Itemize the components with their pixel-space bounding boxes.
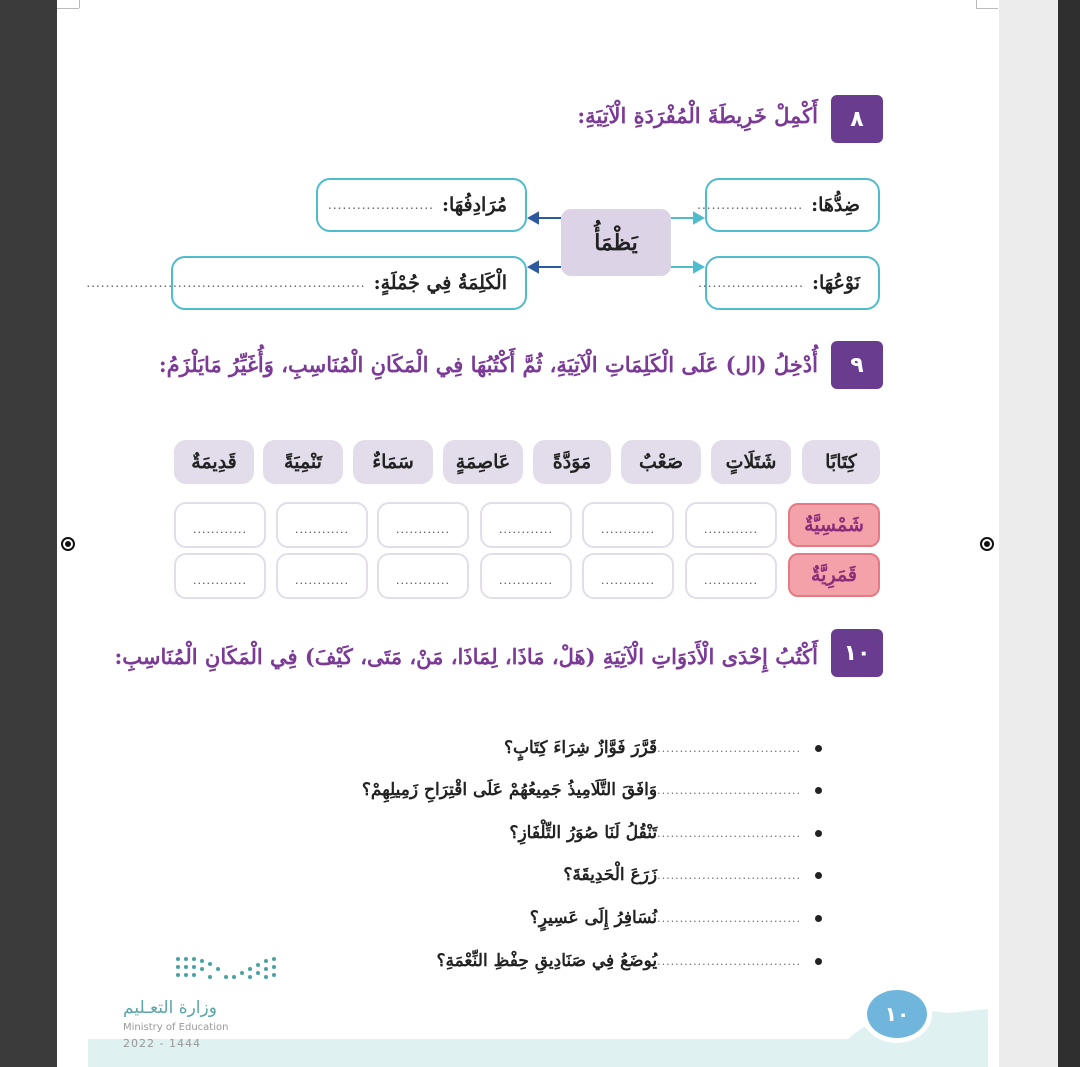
shamsiyya-cell[interactable]: ............: [685, 502, 777, 548]
synonym-label: مُرَادِفُهَا:: [441, 194, 507, 216]
type-label: نَوْعُهَا:: [811, 272, 860, 294]
arrow-head-icon: [529, 262, 538, 272]
shamsiyya-cell[interactable]: ............: [480, 502, 572, 548]
question-9-number: ٩: [831, 341, 883, 389]
question-10-number: ١٠: [831, 629, 883, 677]
answer-blank[interactable]: ................................: [657, 954, 801, 968]
shamsiyya-cell[interactable]: ............: [582, 502, 674, 548]
bullet-icon: [815, 745, 822, 752]
qamariyya-cell[interactable]: ............: [377, 553, 469, 599]
qamariyya-cell[interactable]: ............: [685, 553, 777, 599]
answer-blank: ..........................................................: [86, 276, 366, 290]
arrow-head-icon: [694, 213, 703, 223]
ministry-logo-icon: [174, 955, 282, 989]
word-chip: مَوَدَّةً: [533, 440, 611, 484]
sentence-label: الْكَلِمَةُ فِي جُمْلَةٍ:: [373, 272, 507, 294]
qamariyya-cell[interactable]: ............: [174, 553, 266, 599]
answer-blank[interactable]: ................................: [657, 741, 801, 755]
sentence-item: ................................ يُوضَعُ فِي صَنَادِيقِ حِفْظِ النِّعْمَةِ؟: [436, 951, 822, 971]
qamariyya-cell[interactable]: ............: [582, 553, 674, 599]
bullet-icon: [815, 787, 822, 794]
question-10-title: أَكْتُبُ إِحْدَى الْأَدَوَاتِ الْآتِيَةِ (هَلْ، مَاذَا، لِمَاذَا، مَنْ، مَتَى، كَيْفَ) فِي الْمَكَانِ الْمُنَاسِبِ:: [114, 644, 818, 669]
answer-blank[interactable]: ................................: [657, 826, 801, 840]
page-number: ١٠: [867, 990, 927, 1038]
shamsiyya-cell[interactable]: ............: [276, 502, 368, 548]
qamariyya-cell[interactable]: ............: [480, 553, 572, 599]
sentence-item: ................................ تَنْقُلُ لَنَا صُوَرُ التِّلْفَازِ؟: [509, 823, 822, 843]
ministry-name-arabic: وزارة التعـليم: [123, 998, 217, 1018]
question-8-number: ٨: [831, 95, 883, 143]
word-chip: قَدِيمَةٌ: [174, 440, 254, 484]
shamsiyya-cell[interactable]: ............: [377, 502, 469, 548]
bullet-icon: [815, 915, 822, 922]
word-chip: كِتَابًا: [802, 440, 880, 484]
sentence-item: ................................ قَرَّرَ فَوَّازٌ شِرَاءَ كِتَابٍ؟: [504, 738, 822, 758]
answer-blank[interactable]: ................................: [657, 868, 801, 882]
answer-blank[interactable]: ................................: [657, 911, 801, 925]
ministry-name-english: Ministry of Education: [123, 1022, 229, 1033]
sentence-item: ................................ وَافَقَ التَّلَامِيذُ جَمِيعُهُمْ عَلَى اقْتِرَاحِ زَمِيلِهِمْ؟: [362, 780, 822, 800]
bullet-icon: [815, 872, 822, 879]
word-chip: شَتَلَاتٍ: [711, 440, 791, 484]
word-chip: عَاصِمَةٍ: [443, 440, 523, 484]
word-chip: سَمَاءٌ: [353, 440, 433, 484]
arrow-head-icon: [529, 213, 538, 223]
center-word: يَظْمَأُ: [561, 209, 671, 276]
arrow-head-icon: [694, 262, 703, 272]
qamariyya-label: قَمَرِيَّةٌ: [788, 553, 880, 597]
shamsiyya-cell[interactable]: ............: [174, 502, 266, 548]
bullet-icon: [815, 958, 822, 965]
edition-year: 2022 - 1444: [123, 1037, 201, 1050]
qamariyya-cell[interactable]: ............: [276, 553, 368, 599]
answer-blank: ......................: [698, 276, 804, 290]
sentence-item: ................................ زَرَعَ الْحَدِيقَةَ؟: [563, 865, 822, 885]
sentence-item: ................................ نُسَافِرُ إِلَى عَسِيرٍ؟: [530, 908, 822, 928]
page-number-badge: [862, 985, 932, 1043]
word-chip: تَنْمِيَةً: [263, 440, 343, 484]
bullet-icon: [815, 830, 822, 837]
answer-blank: ......................: [328, 198, 434, 212]
opposite-label: ضِدُّهَا:: [811, 194, 860, 216]
answer-blank: ......................: [697, 198, 804, 212]
answer-blank[interactable]: ................................: [657, 783, 801, 797]
question-9-title: أُدْخِلُ (ال) عَلَى الْكَلِمَاتِ الْآتِيَةِ، ثُمَّ أَكْتُبُهَا فِي الْمَكَانِ الْمُنَاسِبِ، وَأُغَيِّرُ مَايَلْزَمُ:: [158, 352, 818, 377]
question-8-title: أَكْمِلْ خَرِيطَةَ الْمُفْرَدَةِ الْآتِيَةِ:: [577, 103, 818, 128]
shamsiyya-label: شَمْسِيَّةٌ: [788, 503, 880, 547]
word-chip: صَعْبٌ: [621, 440, 701, 484]
footer-wave: [88, 1003, 988, 1067]
